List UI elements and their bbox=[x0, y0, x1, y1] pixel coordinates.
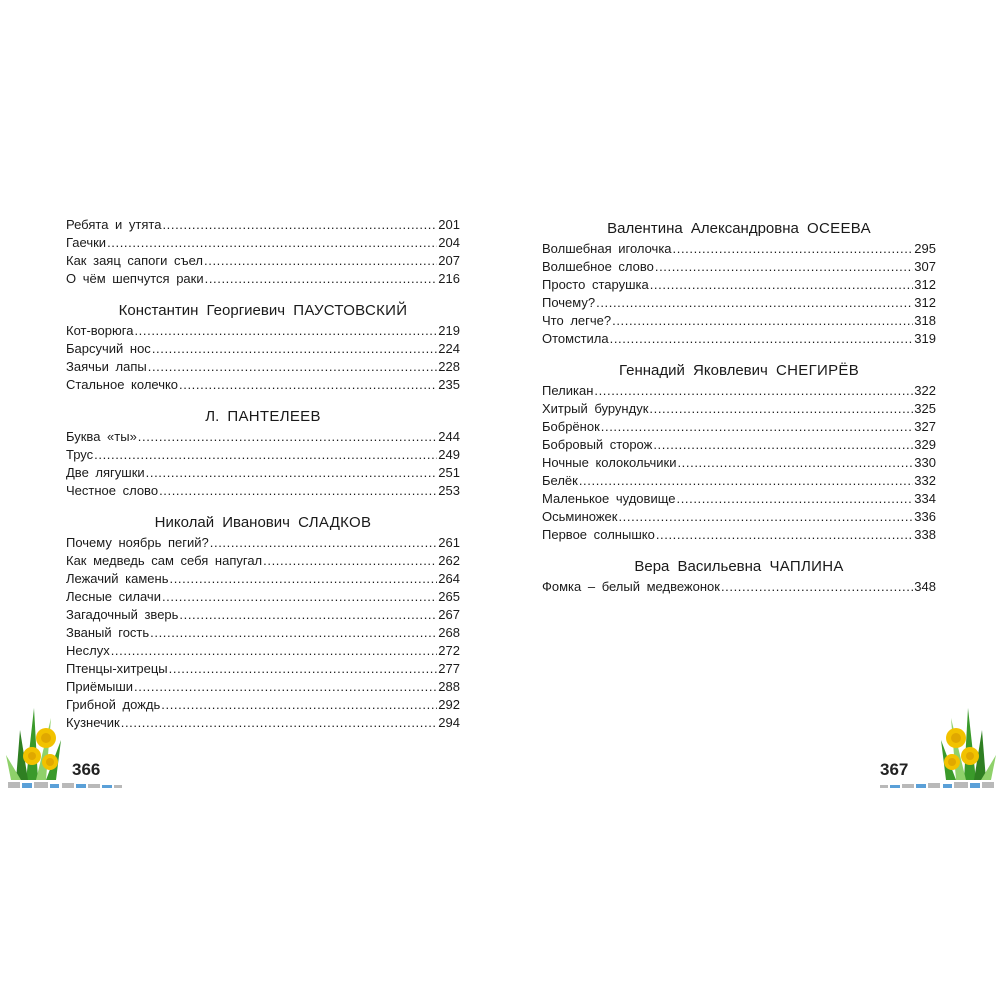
toc-entry[interactable] bbox=[542, 294, 936, 312]
dot-leader bbox=[162, 216, 437, 234]
story-title: Лежачий камень bbox=[66, 571, 169, 586]
page-ref: 330 bbox=[914, 455, 936, 470]
dot-leader bbox=[655, 258, 913, 276]
dot-leader bbox=[650, 276, 914, 294]
story-title: Загадочный зверь bbox=[66, 607, 179, 622]
story-title: Просто старушка bbox=[542, 277, 649, 292]
author-given-names: Вера Васильевна bbox=[634, 558, 762, 575]
dot-leader bbox=[263, 552, 437, 570]
toc-entry[interactable] bbox=[542, 400, 936, 418]
dot-leader bbox=[676, 490, 913, 508]
author-surname: ОСЕЕВА bbox=[807, 220, 871, 237]
left-page-toc bbox=[66, 216, 460, 732]
story-title: Волшебное слово bbox=[542, 259, 654, 274]
spacer bbox=[542, 544, 936, 556]
toc-entry[interactable] bbox=[542, 578, 936, 596]
toc-entry[interactable] bbox=[542, 312, 936, 330]
toc-entry[interactable] bbox=[66, 234, 460, 252]
toc-entry[interactable] bbox=[542, 472, 936, 490]
author-heading bbox=[542, 556, 936, 578]
dot-leader bbox=[610, 330, 914, 348]
toc-entry[interactable] bbox=[66, 552, 460, 570]
toc-entry[interactable] bbox=[66, 446, 460, 464]
dot-leader bbox=[618, 508, 913, 526]
story-title: Хитрый бурундук bbox=[542, 401, 649, 416]
toc-entry[interactable] bbox=[66, 624, 460, 642]
dot-leader bbox=[721, 578, 913, 596]
dot-leader bbox=[161, 696, 437, 714]
author-given-names: Николай Иванович bbox=[154, 514, 290, 531]
author-given-names: Л. bbox=[205, 408, 220, 425]
dot-leader bbox=[121, 714, 438, 732]
story-title: Как медведь сам себя напугал bbox=[66, 553, 263, 568]
dot-leader bbox=[159, 482, 437, 500]
page-ref: 332 bbox=[914, 473, 936, 488]
dot-leader bbox=[134, 678, 437, 696]
page-ref: 327 bbox=[914, 419, 936, 434]
story-title: Лесные силачи bbox=[66, 589, 161, 604]
story-title: О чём шепчутся раки bbox=[66, 271, 204, 286]
dot-leader bbox=[169, 660, 438, 678]
dot-leader bbox=[579, 472, 913, 490]
dot-leader bbox=[653, 436, 913, 454]
stones-icon bbox=[8, 782, 122, 788]
toc-entry[interactable] bbox=[66, 340, 460, 358]
toc-entry[interactable] bbox=[542, 508, 936, 526]
page-ref: 295 bbox=[914, 241, 936, 256]
author-given-names: Константин Георгиевич bbox=[118, 302, 286, 319]
toc-entry[interactable] bbox=[66, 588, 460, 606]
toc-entry[interactable] bbox=[542, 436, 936, 454]
toc-entry[interactable] bbox=[66, 642, 460, 660]
toc-entry[interactable] bbox=[66, 660, 460, 678]
story-title: Маленькое чудовище bbox=[542, 491, 676, 506]
flower-corner-left-icon bbox=[6, 700, 126, 795]
story-title: Волшебная иголочка bbox=[542, 241, 672, 256]
spacer bbox=[66, 500, 460, 512]
page-ref: 338 bbox=[914, 527, 936, 542]
story-title: Ребята и утята bbox=[66, 217, 162, 232]
page-ref: 207 bbox=[438, 253, 460, 268]
dot-leader bbox=[134, 322, 437, 340]
toc-entry[interactable] bbox=[66, 216, 460, 234]
toc-entry[interactable] bbox=[66, 428, 460, 446]
page-ref: 318 bbox=[914, 313, 936, 328]
story-title: Барсучий нос bbox=[66, 341, 151, 356]
spacer bbox=[66, 394, 460, 406]
dot-leader bbox=[111, 642, 438, 660]
toc-entry[interactable] bbox=[542, 276, 936, 294]
dot-leader bbox=[612, 312, 913, 330]
story-title: Осьминожек bbox=[542, 509, 618, 524]
toc-entry[interactable] bbox=[542, 418, 936, 436]
dot-leader bbox=[601, 418, 914, 436]
story-title: Белёк bbox=[542, 473, 578, 488]
page-ref: 261 bbox=[438, 535, 460, 550]
flower-corner-right-icon bbox=[876, 700, 996, 795]
dot-leader bbox=[107, 234, 437, 252]
toc-entry[interactable] bbox=[66, 358, 460, 376]
page-ref: 292 bbox=[438, 697, 460, 712]
page-ref: 312 bbox=[914, 295, 936, 310]
story-title: Пеликан bbox=[542, 383, 594, 398]
page-ref: 307 bbox=[914, 259, 936, 274]
story-title: Кузнечик bbox=[66, 715, 120, 730]
dot-leader bbox=[179, 376, 437, 394]
dot-leader bbox=[210, 534, 438, 552]
author-heading bbox=[66, 406, 460, 428]
dot-leader bbox=[138, 428, 438, 446]
page-ref: 334 bbox=[914, 491, 936, 506]
page-ref: 264 bbox=[438, 571, 460, 586]
page-ref: 265 bbox=[438, 589, 460, 604]
page-ref: 249 bbox=[438, 447, 460, 462]
dot-leader bbox=[170, 570, 438, 588]
page-ref: 244 bbox=[438, 429, 460, 444]
story-title: Трус bbox=[66, 447, 94, 462]
toc-entry[interactable] bbox=[66, 482, 460, 500]
page-ref: 235 bbox=[438, 377, 460, 392]
page-ref: 288 bbox=[438, 679, 460, 694]
right-page-toc bbox=[542, 212, 936, 596]
dot-leader bbox=[656, 526, 913, 544]
spacer bbox=[66, 288, 460, 300]
story-title: Буква «ты» bbox=[66, 429, 137, 444]
toc-entry[interactable] bbox=[66, 464, 460, 482]
story-title: Почему? bbox=[542, 295, 596, 310]
page-ref: 224 bbox=[438, 341, 460, 356]
author-surname: ЧАПЛИНА bbox=[769, 558, 844, 575]
stones-icon bbox=[880, 782, 994, 788]
story-title: Ночные колокольчики bbox=[542, 455, 677, 470]
toc-entry[interactable] bbox=[542, 490, 936, 508]
dot-leader bbox=[205, 270, 438, 288]
author-surname: СНЕГИРЁВ bbox=[776, 362, 859, 379]
toc-entry[interactable] bbox=[66, 252, 460, 270]
toc-entry[interactable] bbox=[542, 382, 936, 400]
page-ref: 336 bbox=[914, 509, 936, 524]
story-title: Званый гость bbox=[66, 625, 150, 640]
page-ref: 329 bbox=[914, 437, 936, 452]
page-ref: 268 bbox=[438, 625, 460, 640]
dot-leader bbox=[596, 294, 913, 312]
page-ref: 253 bbox=[438, 483, 460, 498]
story-title: Как заяц сапоги съел bbox=[66, 253, 204, 268]
page-number-right: 367 bbox=[880, 760, 909, 779]
author-heading bbox=[66, 300, 460, 322]
toc-entry[interactable] bbox=[542, 526, 936, 544]
page-ref: 251 bbox=[438, 465, 460, 480]
page-number-left: 366 bbox=[72, 760, 101, 779]
page-ref: 277 bbox=[438, 661, 460, 676]
page-ref: 228 bbox=[438, 359, 460, 374]
author-heading bbox=[542, 218, 936, 240]
dot-leader bbox=[594, 382, 913, 400]
page-ref: 312 bbox=[914, 277, 936, 292]
dot-leader bbox=[162, 588, 437, 606]
story-title: Птенцы-хитрецы bbox=[66, 661, 168, 676]
story-title: Грибной дождь bbox=[66, 697, 161, 712]
author-heading bbox=[542, 360, 936, 382]
dot-leader bbox=[152, 340, 437, 358]
story-title: Что легче? bbox=[542, 313, 612, 328]
dot-leader bbox=[204, 252, 437, 270]
story-title: Бобровый сторож bbox=[542, 437, 653, 452]
story-title: Две лягушки bbox=[66, 465, 145, 480]
page-ref: 204 bbox=[438, 235, 460, 250]
author-given-names: Валентина Александровна bbox=[607, 220, 799, 237]
page-ref: 322 bbox=[914, 383, 936, 398]
toc-entry[interactable] bbox=[66, 570, 460, 588]
page-ref: 267 bbox=[438, 607, 460, 622]
page-ref: 348 bbox=[914, 579, 936, 594]
dot-leader bbox=[148, 358, 438, 376]
author-surname: ПАУСТОВСКИЙ bbox=[293, 302, 408, 319]
page-ref: 294 bbox=[438, 715, 460, 730]
story-title: Кот-ворюга bbox=[66, 323, 134, 338]
story-title: Бобрёнок bbox=[542, 419, 600, 434]
toc-entry[interactable] bbox=[542, 240, 936, 258]
toc-entry[interactable] bbox=[542, 330, 936, 348]
story-title: Заячьи лапы bbox=[66, 359, 147, 374]
toc-entry[interactable] bbox=[66, 606, 460, 624]
toc-entry[interactable] bbox=[66, 322, 460, 340]
story-title: Гаечки bbox=[66, 235, 107, 250]
author-surname: СЛАДКОВ bbox=[298, 514, 372, 531]
dot-leader bbox=[677, 454, 913, 472]
page-ref: 216 bbox=[438, 271, 460, 286]
page-ref: 272 bbox=[438, 643, 460, 658]
page-ref: 325 bbox=[914, 401, 936, 416]
author-surname: ПАНТЕЛЕЕВ bbox=[227, 408, 321, 425]
author-heading bbox=[66, 512, 460, 534]
story-title: Приёмыши bbox=[66, 679, 134, 694]
page-ref: 219 bbox=[438, 323, 460, 338]
dot-leader bbox=[150, 624, 437, 642]
toc-entry[interactable] bbox=[66, 376, 460, 394]
dot-leader bbox=[146, 464, 438, 482]
story-title: Фомка – белый медвежонок bbox=[542, 579, 720, 594]
story-title: Первое солнышко bbox=[542, 527, 655, 542]
dot-leader bbox=[179, 606, 437, 624]
author-given-names: Геннадий Яковлевич bbox=[618, 362, 768, 379]
story-title: Отомстила bbox=[542, 331, 609, 346]
toc-entry[interactable] bbox=[66, 270, 460, 288]
dot-leader bbox=[649, 400, 913, 418]
toc-entry[interactable] bbox=[66, 534, 460, 552]
story-title: Почему ноябрь пегий? bbox=[66, 535, 209, 550]
spacer bbox=[542, 348, 936, 360]
story-title: Честное слово bbox=[66, 483, 159, 498]
toc-entry[interactable] bbox=[542, 454, 936, 472]
toc-entry[interactable] bbox=[542, 258, 936, 276]
dot-leader bbox=[673, 240, 914, 258]
page-ref: 201 bbox=[438, 217, 460, 232]
dot-leader bbox=[94, 446, 437, 464]
story-title: Неслух bbox=[66, 643, 110, 658]
story-title: Стальное колечко bbox=[66, 377, 179, 392]
toc-entry[interactable] bbox=[66, 678, 460, 696]
page-ref: 262 bbox=[438, 553, 460, 568]
page-ref: 319 bbox=[914, 331, 936, 346]
